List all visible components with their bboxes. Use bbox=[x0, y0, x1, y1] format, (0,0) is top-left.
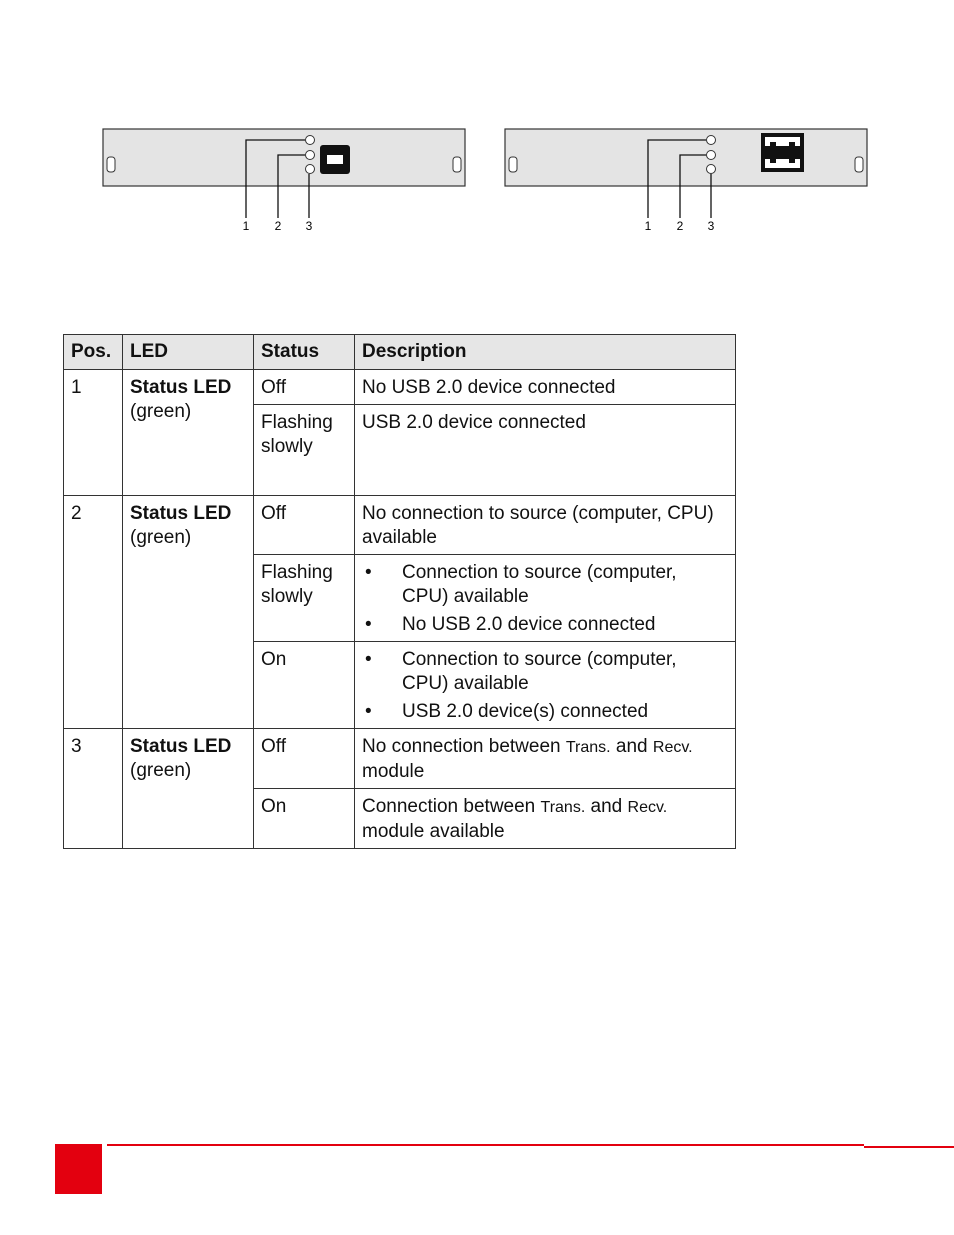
description-cell bbox=[355, 405, 736, 496]
footer-red-block bbox=[55, 1144, 102, 1194]
description-text: No connection to source (computer, CPU) available bbox=[362, 503, 714, 548]
mounting-slot-right bbox=[855, 157, 863, 172]
led-cell bbox=[123, 729, 254, 849]
pos-cell bbox=[64, 496, 123, 729]
pos-value: 3 bbox=[71, 736, 82, 757]
table-header-row bbox=[64, 335, 736, 370]
led-1-indicator bbox=[306, 136, 315, 145]
description-text: USB 2.0 device connected bbox=[362, 412, 586, 433]
bullet-item: • No USB 2.0 device connected bbox=[362, 613, 728, 637]
bullet-item: • Connection to source (computer, CPU) available bbox=[362, 648, 728, 696]
led-color: (green) bbox=[130, 401, 192, 422]
led-color: (green) bbox=[130, 527, 192, 548]
status-cell bbox=[254, 405, 355, 496]
description-text: No USB 2.0 device connected bbox=[362, 377, 616, 398]
usb-b-port-icon bbox=[320, 145, 350, 174]
status-cell bbox=[254, 555, 355, 642]
description-text-cont: module bbox=[362, 761, 425, 782]
led-2-indicator bbox=[707, 151, 716, 160]
description-text-cont: module available bbox=[362, 821, 505, 842]
callout-label-2: 2 bbox=[274, 219, 282, 233]
pos-value: 2 bbox=[71, 503, 82, 524]
table-row bbox=[64, 496, 736, 555]
recv-label: Recv. bbox=[652, 739, 693, 756]
status-value-cont: slowly bbox=[261, 586, 313, 607]
led-status-table bbox=[63, 334, 736, 849]
description-cell bbox=[355, 642, 736, 729]
status-value: Off bbox=[261, 736, 286, 757]
description-bullet-list bbox=[362, 561, 728, 637]
led-2-indicator bbox=[306, 151, 315, 160]
status-value: Off bbox=[261, 377, 286, 398]
status-value-cont: slowly bbox=[261, 436, 313, 457]
pos-cell bbox=[64, 370, 123, 496]
description-cell bbox=[355, 496, 736, 555]
led-name: Status LED bbox=[130, 377, 232, 398]
status-value: Flashing bbox=[261, 562, 333, 583]
description-text: Connection between bbox=[362, 796, 541, 817]
bullet-item: • USB 2.0 device(s) connected bbox=[362, 700, 728, 724]
description-cell bbox=[355, 370, 736, 405]
header-led: LED bbox=[123, 335, 254, 370]
table-row bbox=[64, 729, 736, 789]
recv-label: Recv. bbox=[627, 799, 668, 816]
module-rear-panels-diagram bbox=[0, 0, 954, 250]
header-pos: Pos. bbox=[64, 335, 123, 370]
callout-label-3: 3 bbox=[707, 219, 715, 233]
callout-label-1: 1 bbox=[644, 219, 652, 233]
status-cell bbox=[254, 496, 355, 555]
led-color: (green) bbox=[130, 760, 192, 781]
description-text: No connection between bbox=[362, 736, 566, 757]
table-row bbox=[64, 370, 736, 405]
led-name: Status LED bbox=[130, 736, 232, 757]
bullet-item: • Connection to source (computer, CPU) available bbox=[362, 561, 728, 609]
mounting-slot-left bbox=[509, 157, 517, 172]
description-cell bbox=[355, 729, 736, 789]
conjunction: and bbox=[585, 796, 628, 817]
led-name: Status LED bbox=[130, 503, 232, 524]
status-cell bbox=[254, 729, 355, 789]
led-3-indicator bbox=[707, 165, 716, 174]
left-module-panel bbox=[103, 129, 465, 233]
trans-label: Trans. bbox=[565, 739, 611, 756]
pos-cell bbox=[64, 729, 123, 849]
pos-value: 1 bbox=[71, 377, 82, 398]
trans-label: Trans. bbox=[540, 799, 586, 816]
callout-label-2: 2 bbox=[676, 219, 684, 233]
status-value: Off bbox=[261, 503, 286, 524]
header-description: Description bbox=[355, 335, 736, 370]
led-3-indicator bbox=[306, 165, 315, 174]
status-cell bbox=[254, 642, 355, 729]
led-cell bbox=[123, 370, 254, 496]
status-cell bbox=[254, 370, 355, 405]
description-cell bbox=[355, 555, 736, 642]
description-bullet-list bbox=[362, 648, 728, 724]
status-value: Flashing bbox=[261, 412, 333, 433]
usb-a-port-icon bbox=[761, 133, 804, 172]
right-module-panel bbox=[505, 129, 867, 233]
led-1-indicator bbox=[707, 136, 716, 145]
mounting-slot-right bbox=[453, 157, 461, 172]
callout-label-3: 3 bbox=[305, 219, 313, 233]
status-value: On bbox=[261, 796, 287, 817]
footer-rule bbox=[107, 1144, 864, 1146]
conjunction: and bbox=[610, 736, 653, 757]
callout-label-1: 1 bbox=[242, 219, 250, 233]
status-cell bbox=[254, 789, 355, 849]
led-cell bbox=[123, 496, 254, 729]
description-cell bbox=[355, 789, 736, 849]
mounting-slot-left bbox=[107, 157, 115, 172]
status-value: On bbox=[261, 649, 287, 670]
header-status: Status bbox=[254, 335, 355, 370]
footer-rule-right bbox=[864, 1146, 954, 1148]
